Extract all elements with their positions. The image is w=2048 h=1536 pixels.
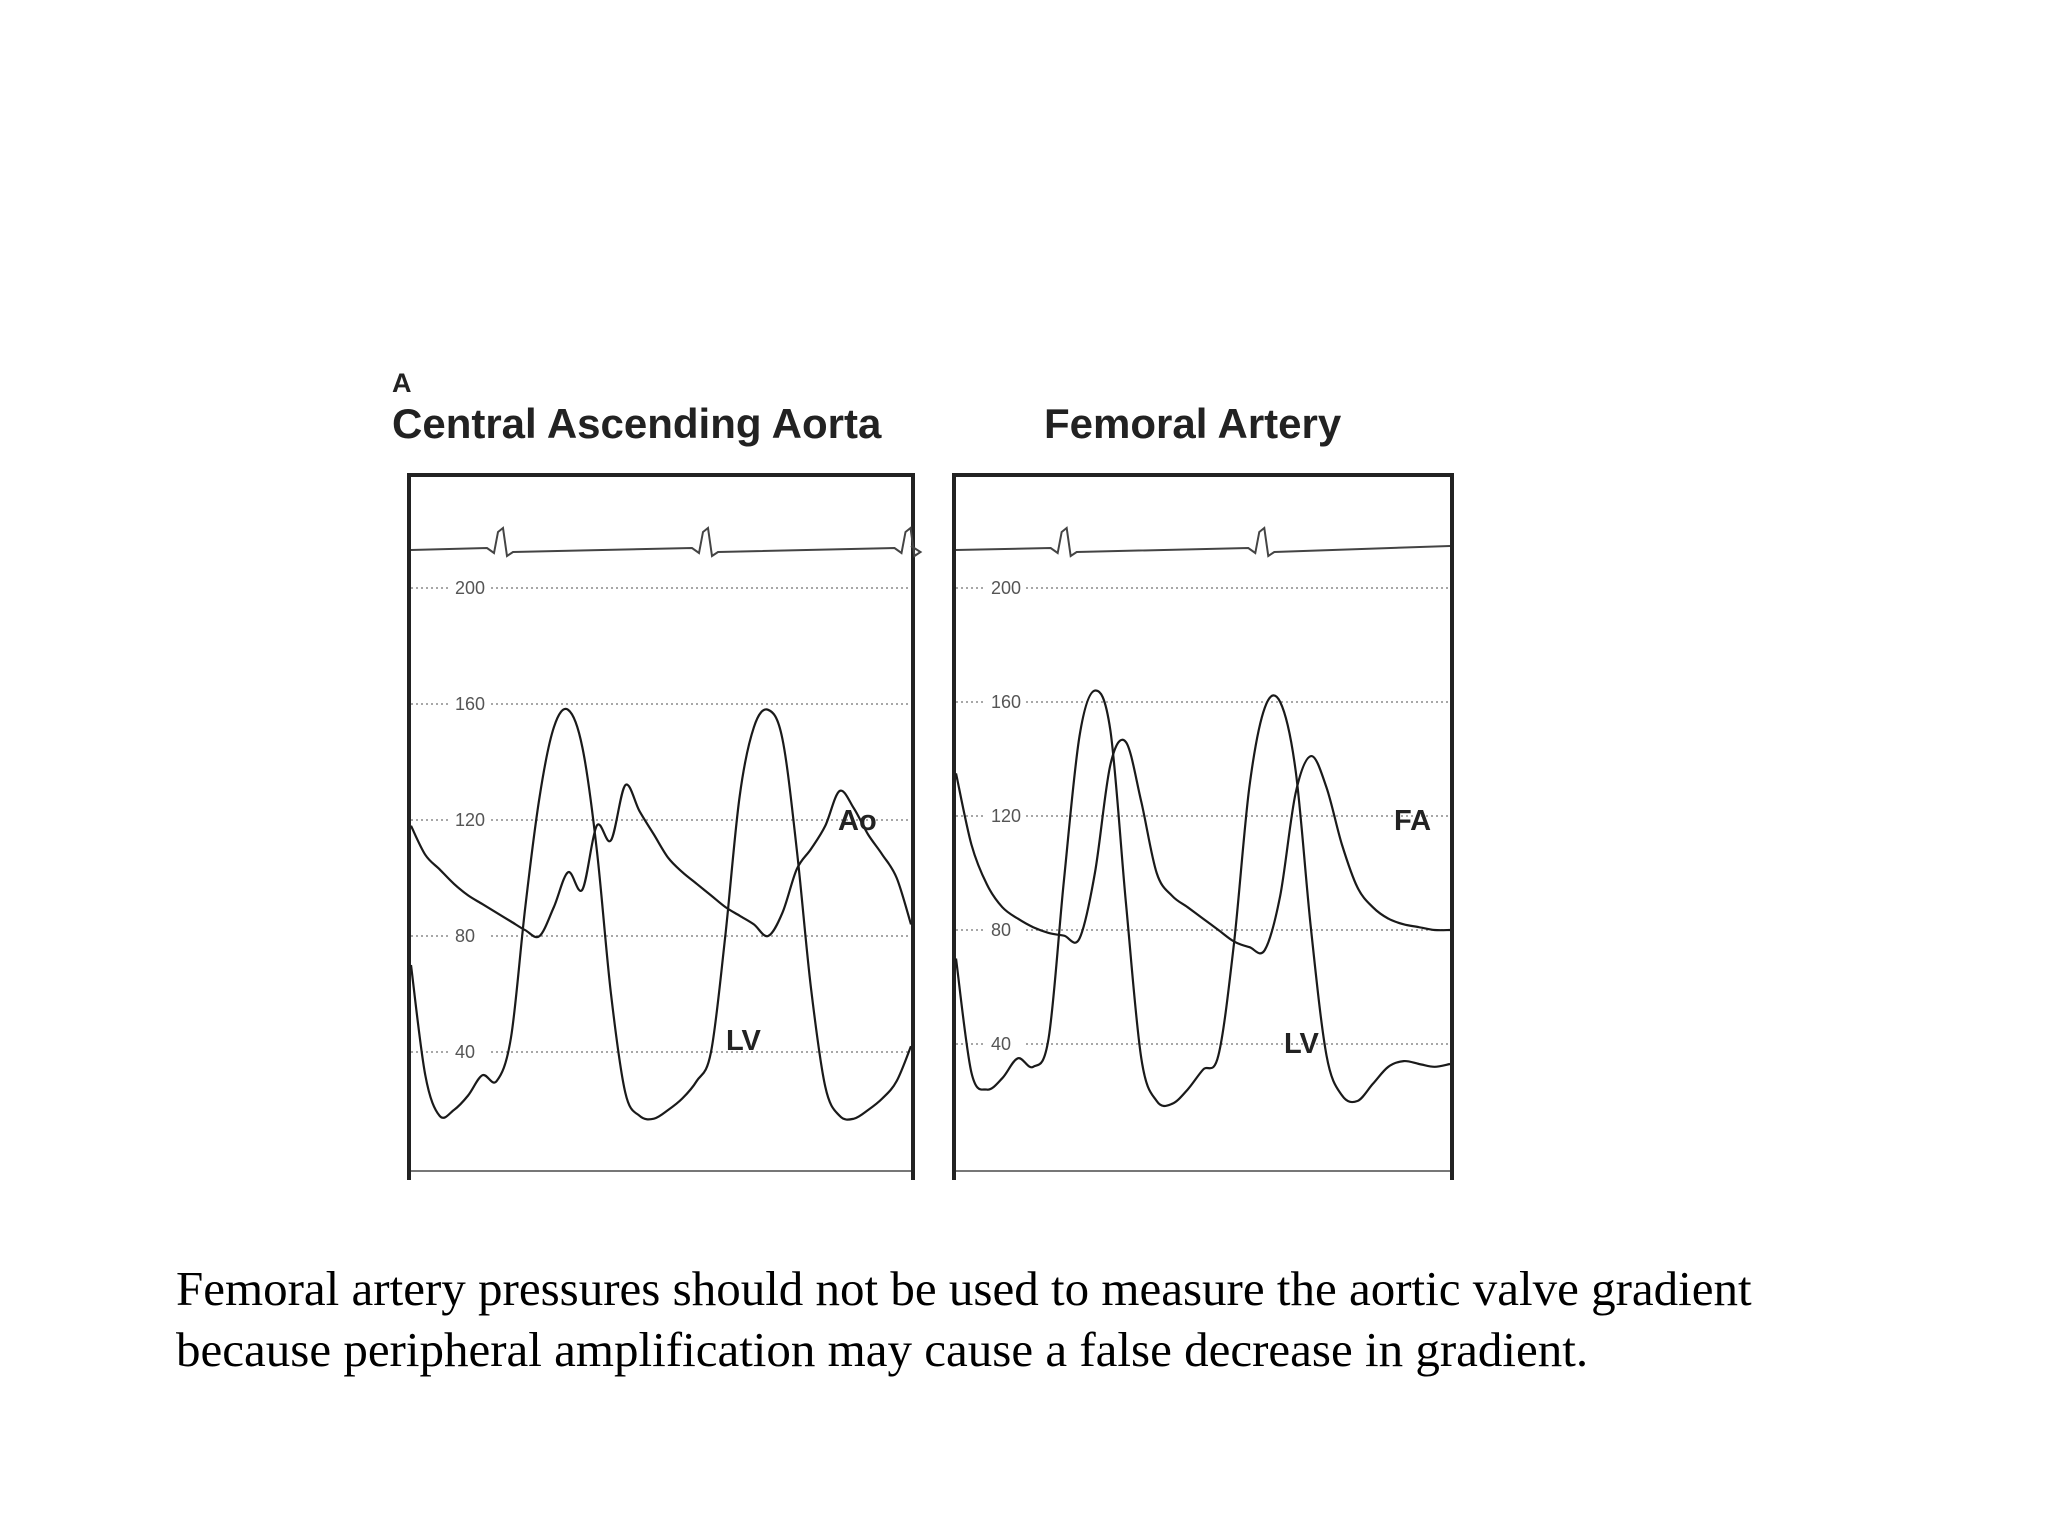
tick-label-80: 80 — [991, 920, 1012, 940]
plot-frame — [954, 475, 1452, 1180]
tick-labels — [449, 577, 489, 1062]
series-labels — [1284, 805, 1431, 1060]
series-line-ao — [411, 785, 911, 938]
series-line-fa — [956, 740, 1450, 954]
tick-label-120: 120 — [991, 806, 1022, 826]
panel-letter: A — [392, 368, 412, 398]
tick-label-40: 40 — [991, 1034, 1012, 1054]
tick-labels — [985, 577, 1025, 1054]
tick-label-160: 160 — [455, 694, 486, 714]
tick-label-160: 160 — [991, 692, 1022, 712]
panel-title-central-ascending-aorta: Central Ascending Aorta — [392, 400, 882, 447]
gridlines — [956, 588, 1450, 1044]
series-labels — [726, 805, 877, 1057]
series-label-ao: Ao — [838, 805, 877, 837]
panel-femoral-artery — [954, 400, 1452, 1180]
tick-label-120: 120 — [455, 810, 486, 830]
figure-caption: Femoral artery pressures should not be used to measure the aortic valve gradient because peripheral amplification may cause a false decrease in gradient. — [176, 1261, 1752, 1377]
panel-central-ascending-aorta — [392, 400, 921, 1180]
tick-label-80: 80 — [455, 926, 476, 946]
ecg-trace — [411, 528, 921, 556]
series-label-fa: FA — [1394, 805, 1432, 837]
tick-label-200: 200 — [991, 578, 1022, 598]
panel-title-femoral-artery: Femoral Artery — [1044, 400, 1342, 447]
series-label-lv: LV — [726, 1025, 761, 1057]
tick-label-40: 40 — [455, 1042, 476, 1062]
series-label-lv: LV — [1284, 1028, 1319, 1060]
tick-label-200: 200 — [455, 578, 486, 598]
ecg-trace — [956, 528, 1450, 556]
